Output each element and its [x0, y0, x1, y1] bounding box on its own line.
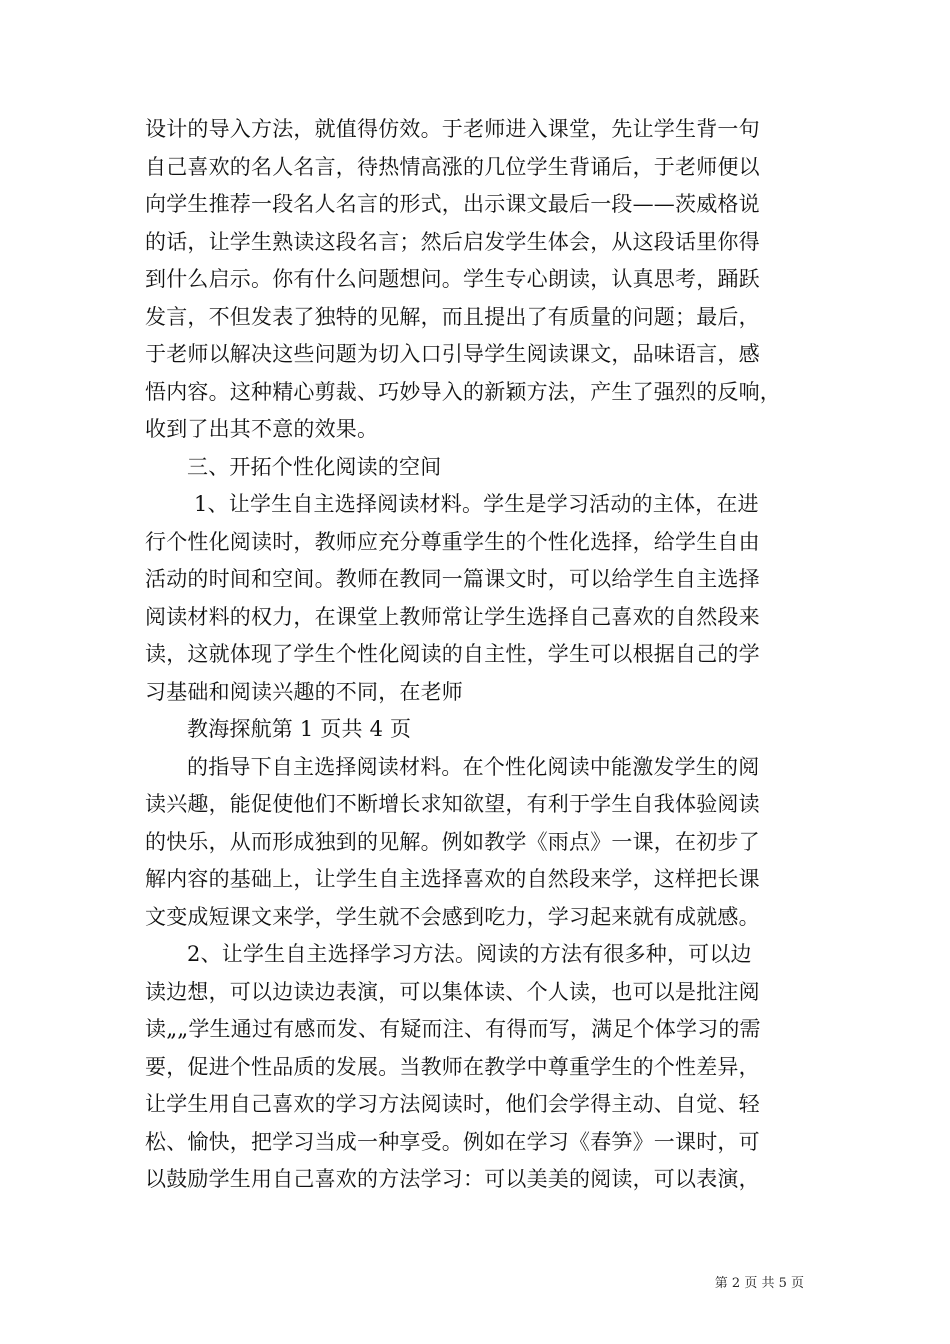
text-line: 读兴趣，能促使他们不断增长求知欲望，有利于学生自我体验阅读: [145, 792, 760, 816]
text-line: 解内容的基础上，让学生自主选择喜欢的自然段来学，这样把长课: [145, 867, 760, 891]
text-line: 的指导下自主选择阅读材料。在个性化阅读中能激发学生的阅: [187, 754, 760, 779]
text-line: 活动的时间和空间。教师在教同一篇课文时，可以给学生自主选择: [145, 567, 760, 591]
text-line: 设计的导入方法，就值得仿效。于老师进入课堂，先让学生背一句: [145, 117, 760, 141]
text-line: 松、愉快，把学习当成一种享受。例如在学习《春笋》一课时，可: [145, 1129, 760, 1154]
text-line: 的话，让学生熟读这段名言；然后启发学生体会，从这段话里你得: [145, 229, 760, 254]
text-line: 发言，不但发表了独特的见解，而且提出了有质量的问题；最后，: [145, 304, 760, 329]
text-line: 收到了出其不意的效果。: [145, 417, 379, 441]
text-line: 读，这就体现了学生个性化阅读的自主性，学生可以根据自己的学: [145, 642, 760, 666]
text-line: 阅读材料的权力，在课堂上教师常让学生选择自己喜欢的自然段来: [145, 604, 760, 629]
page-number: 第 2 页 共 5 页: [714, 1276, 804, 1291]
text-line: 习基础和阅读兴趣的不同，在老师: [145, 679, 463, 704]
text-line: 悟内容。这种精心剪裁、巧妙导入的新颖方法，产生了强烈的反响，: [145, 379, 781, 404]
text-line: 到什么启示。你有什么问题想问。学生专心朗读，认真思考，踊跃: [145, 267, 760, 291]
text-line: 2、让学生自主选择学习方法。阅读的方法有很多种，可以边: [187, 942, 752, 966]
text-line: 读边想，可以边读边表演，可以集体读、个人读，也可以是批注阅: [145, 979, 760, 1004]
text-line: 1、让学生自主选择阅读材料。学生是学习活动的主体，在进: [194, 492, 759, 516]
text-line: 行个性化阅读时，教师应充分尊重学生的个性化选择，给学生自由: [145, 529, 760, 554]
page-break-note: 教海探航第 1 页共 4 页: [187, 717, 412, 741]
text-line: 读„„学生通过有感而发、有疑而注、有得而写，满足个体学习的需: [145, 1017, 761, 1041]
text-line: 的快乐，从而形成独到的见解。例如教学《雨点》一课，在初步了: [145, 829, 760, 854]
text-line: 向学生推荐一段名人名言的形式，出示课文最后一段——茨威格说: [145, 192, 760, 216]
text-line: 以鼓励学生用自己喜欢的方法学习：可以美美的阅读，可以表演，: [145, 1167, 760, 1191]
text-line: 文变成短课文来学，学生就不会感到吃力，学习起来就有成就感。: [145, 904, 760, 929]
text-line: 要，促进个性品质的发展。当教师在教学中尊重学生的个性差异，: [145, 1054, 760, 1079]
section-heading: 三、开拓个性化阅读的空间: [187, 454, 442, 479]
text-line: 自己喜欢的名人名言，待热情高涨的几位学生背诵后，于老师便以: [145, 154, 760, 179]
text-line: 于老师以解决这些问题为切入口引导学生阅读课文，品味语言，感: [145, 342, 760, 366]
text-line: 让学生用自己喜欢的学习方法阅读时，他们会学得主动、自觉、轻: [145, 1092, 760, 1116]
